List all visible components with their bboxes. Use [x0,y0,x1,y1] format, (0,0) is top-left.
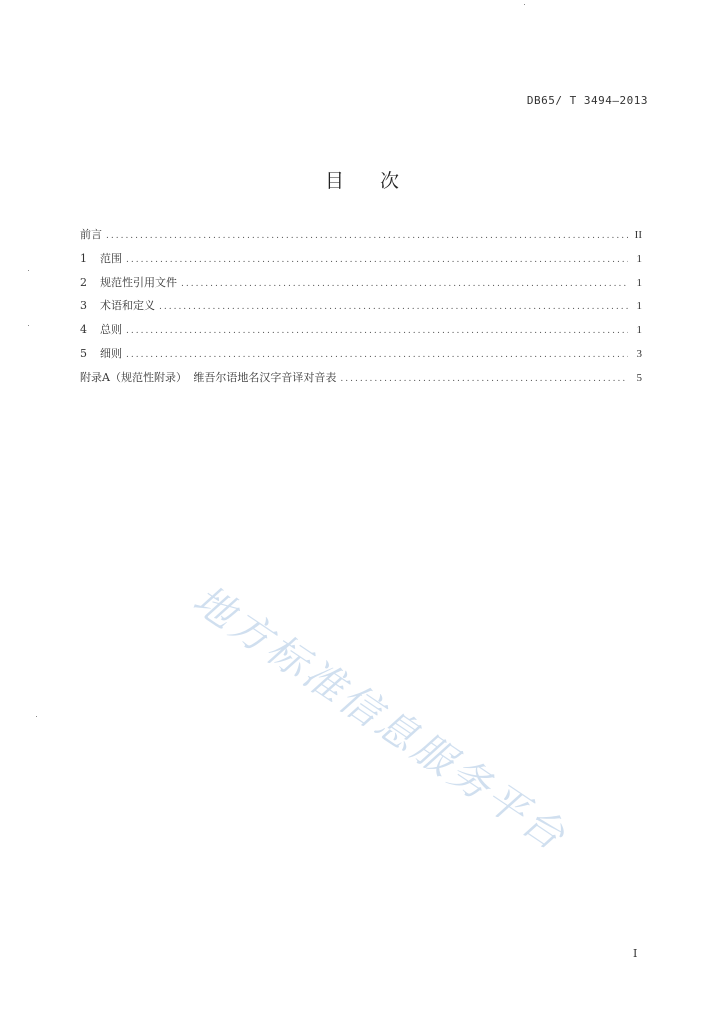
toc-appendix-prefix: 附录A（规范性附录） [80,370,187,384]
toc-leader-dots [181,279,628,289]
toc-entry-page: 1 [636,276,642,289]
toc-entry-label: 范围 [100,251,122,265]
toc-entry-terms-definitions[interactable] [80,297,642,321]
toc-entry-label: 前言 [80,228,102,241]
toc-entry-page: 3 [636,347,642,360]
toc-title [0,166,724,193]
toc-entry-normative-references[interactable] [80,274,642,298]
toc-title-part2: 次 [380,170,400,192]
toc-leader-dots [126,326,628,336]
toc-entry-detailed-rules[interactable] [80,345,642,369]
toc-entry-foreword[interactable] [80,226,642,250]
toc-list [80,226,642,393]
toc-entry-number: 4 [80,323,87,337]
toc-entry-label: 术语和定义 [100,299,155,313]
standard-id: DB65/ T 3494—2013 [526,94,648,107]
toc-entry-page: 5 [636,371,642,384]
toc-entry-scope[interactable] [80,250,642,274]
toc-title-part1: 目 [324,170,344,192]
watermark: 地方标准信息服务平台 [184,576,576,861]
toc-entry-page: II [634,229,642,241]
toc-leader-dots [126,350,628,360]
toc-leader-dots [126,255,628,265]
toc-leader-dots [340,374,628,384]
scan-speck [36,716,37,717]
toc-entry-page: 1 [636,300,642,313]
toc-entry-number: 3 [80,299,87,313]
toc-entry-number: 1 [80,251,87,265]
toc-entry-general-rules[interactable] [80,321,642,345]
scan-speck [28,325,29,326]
toc-entry-number: 2 [80,275,87,289]
toc-entry-label: 总则 [100,323,122,337]
toc-entry-number: 5 [80,346,87,360]
toc-entry-appendix-a[interactable] [80,369,642,393]
toc-leader-dots [159,302,628,312]
page-number: I [633,947,638,960]
toc-entry-page: 1 [636,324,642,337]
toc-entry-label: 规范性引用文件 [100,275,177,289]
scan-speck [28,270,29,271]
toc-entry-page: 1 [636,252,642,265]
toc-leader-dots [106,231,628,241]
scan-speck [524,4,525,5]
toc-entry-label: 维吾尔语地名汉字音译对音表 [193,370,337,384]
toc-entry-label: 细则 [100,346,122,360]
